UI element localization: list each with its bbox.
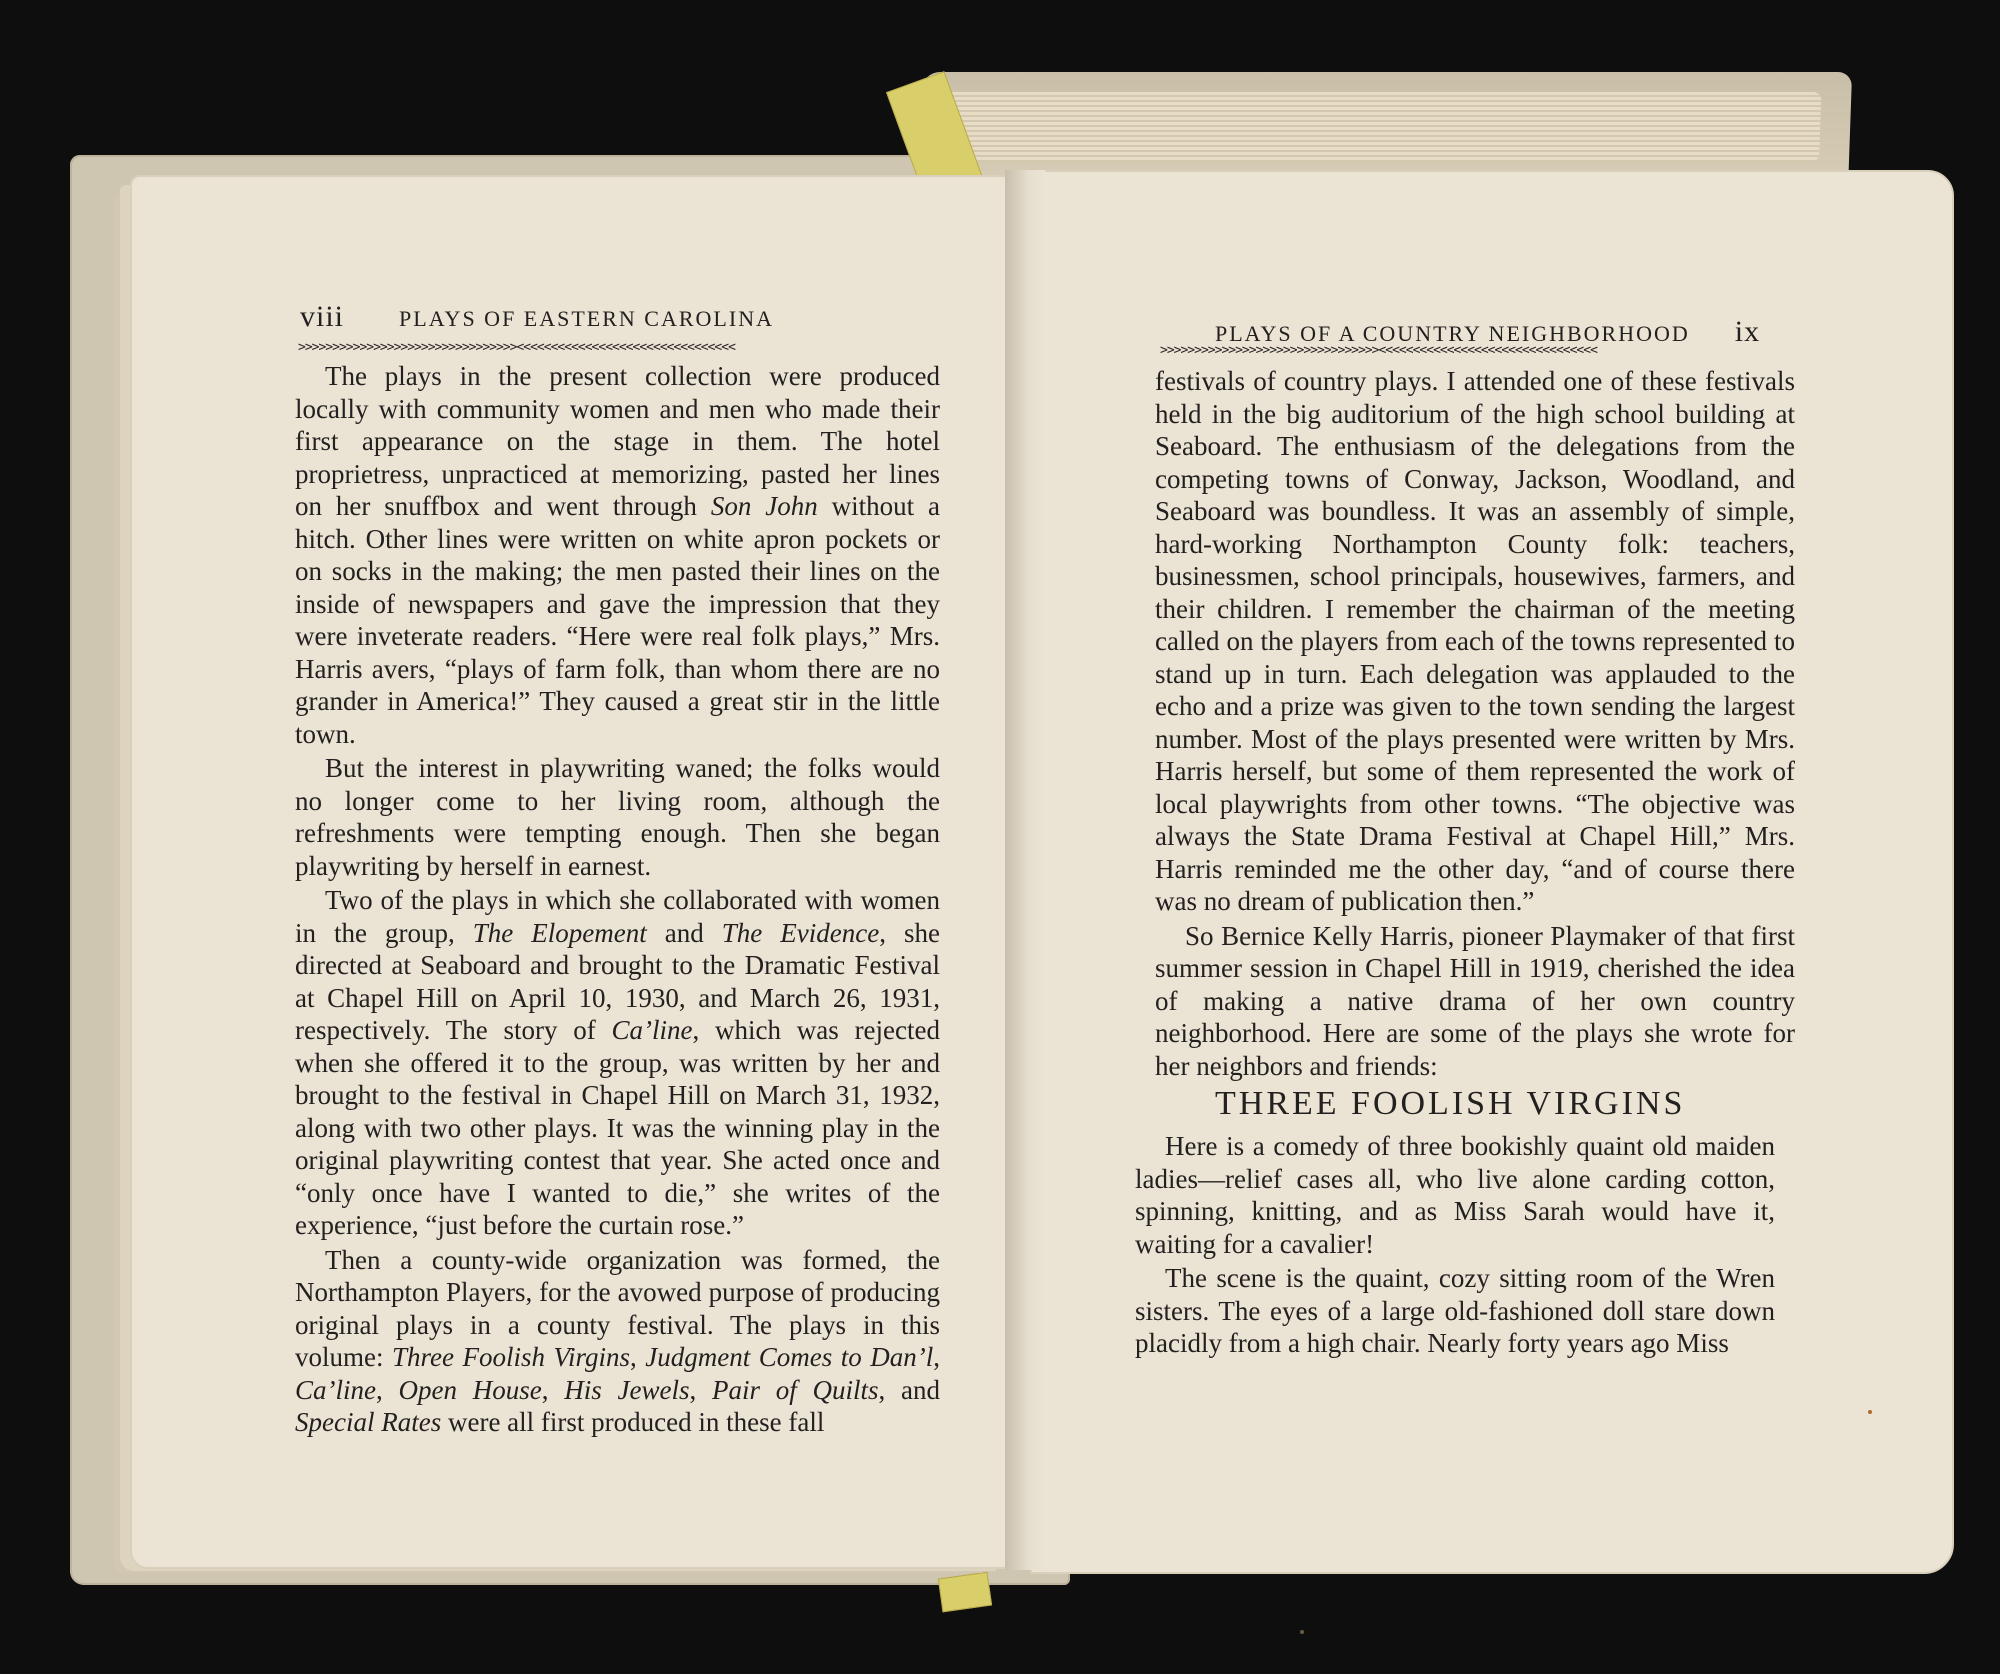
text-run: Here is a comedy of three bookishly quaint old maiden ladies—relief cases all, who live alone carding cotton, spinning, knitting, and as Miss Sarah would have it, waiting for a cavalier! [1135, 1131, 1775, 1259]
running-head-title: PLAYS OF A COUNTRY NEIGHBORHOOD [1215, 321, 1690, 346]
page-number: viii [300, 300, 345, 333]
text-run: and [646, 917, 722, 948]
italic-title: The Evidence [721, 917, 880, 948]
text-run: Then a county-wide organization was formed, the Northampton Players, for the avowed purpose of producing original plays in a county festival. The plays in this volume: [295, 1244, 940, 1372]
italic-title: Son John [710, 491, 818, 521]
text-run: , and [878, 1374, 941, 1405]
paper-fleck [1300, 1630, 1304, 1634]
text-run: The plays in the present collection were produced locally with community women and men who made their first appearance on the stage in them. The hotel proprietress, unpracticed at memorizing, pasted her lines on her snuffbox and went through [295, 361, 940, 521]
page-edges [939, 92, 1821, 162]
section-title: THREE FOOLISH VIRGINS [1215, 1085, 1686, 1122]
italic-title: Judgment Comes to Dan’l [645, 1342, 934, 1372]
yellow-tape [938, 1572, 992, 1613]
text-run: , [689, 1374, 713, 1405]
italic-title: Three Foolish Virgins [392, 1342, 631, 1372]
text-run: , which was rejected when she offered it to the group, was written by her and brought to the festival in Chapel Hill on March 31, 1932, along with two other plays. It was the winning play in the original playwriting contest that year. She acted once and “only once have I wanted to die,” she writes of the experience, “just before the curtain rose.” [295, 1015, 940, 1240]
left-page-text [295, 360, 940, 1441]
text-run: , [630, 1342, 646, 1372]
paragraph [1135, 1130, 1775, 1260]
paragraph [1135, 1262, 1775, 1360]
running-head-title: PLAYS OF EASTERN CAROLINA [399, 306, 774, 331]
section-text [1135, 1130, 1775, 1362]
paragraph [295, 360, 940, 750]
text-run: , [376, 1374, 399, 1405]
italic-title: The Elopement [472, 917, 647, 948]
text-run: Two of the plays in which she collaborated with women in the group, [295, 885, 940, 948]
page-number: ix [1734, 315, 1761, 348]
book-gutter [1005, 170, 1045, 1570]
italic-title: Open House [398, 1374, 542, 1405]
italic-title: Ca’line [295, 1374, 376, 1405]
ornament-rule: >>>>>>>>>>>>>>>>>>>>>>>>>>>>>>>><<<<<<<<<<<<<<<<<<<<<<<<<<<<<<<< [1160, 343, 1597, 358]
italic-title: Ca’line [611, 1015, 693, 1045]
ornament-rule: >>>>>>>>>>>>>>>>>>>>>>>>>>>>>>>><<<<<<<<<<<<<<<<<<<<<<<<<<<<<<<< [298, 340, 735, 355]
text-run: without a hitch. Other lines were written on white apron pockets or on socks in the making; the men pasted their lines on the inside of newspapers and gave the impression that they were inveterate readers. “Here were real folk plays,” Mrs. Harris avers, “plays of farm folk, than whom there are no grander in America!” They caused a great stir in the little town. [295, 491, 941, 749]
text-run: , [933, 1342, 941, 1372]
paper-fleck [1868, 1410, 1872, 1414]
italic-title: His Jewels [564, 1374, 690, 1405]
italic-title: Pair of Quilts [712, 1374, 879, 1405]
text-run: The scene is the quaint, cozy sitting room of the Wren sisters. The eyes of a large old-fashioned doll stare down placidly from a high chair. Nearly forty years ago Miss [1135, 1263, 1775, 1358]
left-running-head [300, 300, 774, 334]
text-run: , [541, 1374, 565, 1405]
italic-title: Special Rates [295, 1407, 442, 1437]
paragraph [1155, 920, 1795, 1083]
paragraph [295, 1244, 940, 1439]
paragraph [295, 752, 940, 882]
paragraph [295, 884, 940, 1242]
right-page-text [1155, 365, 1795, 1084]
text-run: So Bernice Kelly Harris, pioneer Playmaker of that first summer session in Chapel Hill in 1919, cherished the idea of making a native drama of her own country neighborhood. Here are some of the plays she wrote for her neighbors and friends: [1155, 920, 1795, 1081]
text-run: , she directed at Seaboard and brought to the Dramatic Festival at Chapel Hill on April 10, 1930, and March 26, 1931, respectively. The story of [295, 917, 940, 1045]
text-run: But the interest in playwriting waned; the folks would no longer come to her living room, although the refreshments were tempting enough. Then she began playwriting by herself in earnest. [295, 753, 940, 881]
text-run: were all first produced in these fall [441, 1407, 825, 1437]
paragraph [1155, 365, 1795, 918]
text-run: festivals of country plays. I attended one of these festivals held in the big auditorium of the high school building at Seaboard. The enthusiasm of the delegations from the competing towns of Conway, Jackson, Woodland, and Seaboard was boundless. It was an assembly of simple, hard-working Northampton County folk: teachers, businessmen, school principals, housewives, farmers, and their children. I remember the chairman of the meeting called on the players from each of the towns represented to stand up in turn. Each delegation was applauded to the echo and a prize was given to the town sending the largest number. Most of the plays presented were written by Mrs. Harris herself, but some of them represented the work of local playwrights from other towns. “The objective was always the State Drama Festival at Chapel Hill,” Mrs. Harris reminded me the other day, “and of course there was no dream of publication then.” [1155, 366, 1795, 916]
